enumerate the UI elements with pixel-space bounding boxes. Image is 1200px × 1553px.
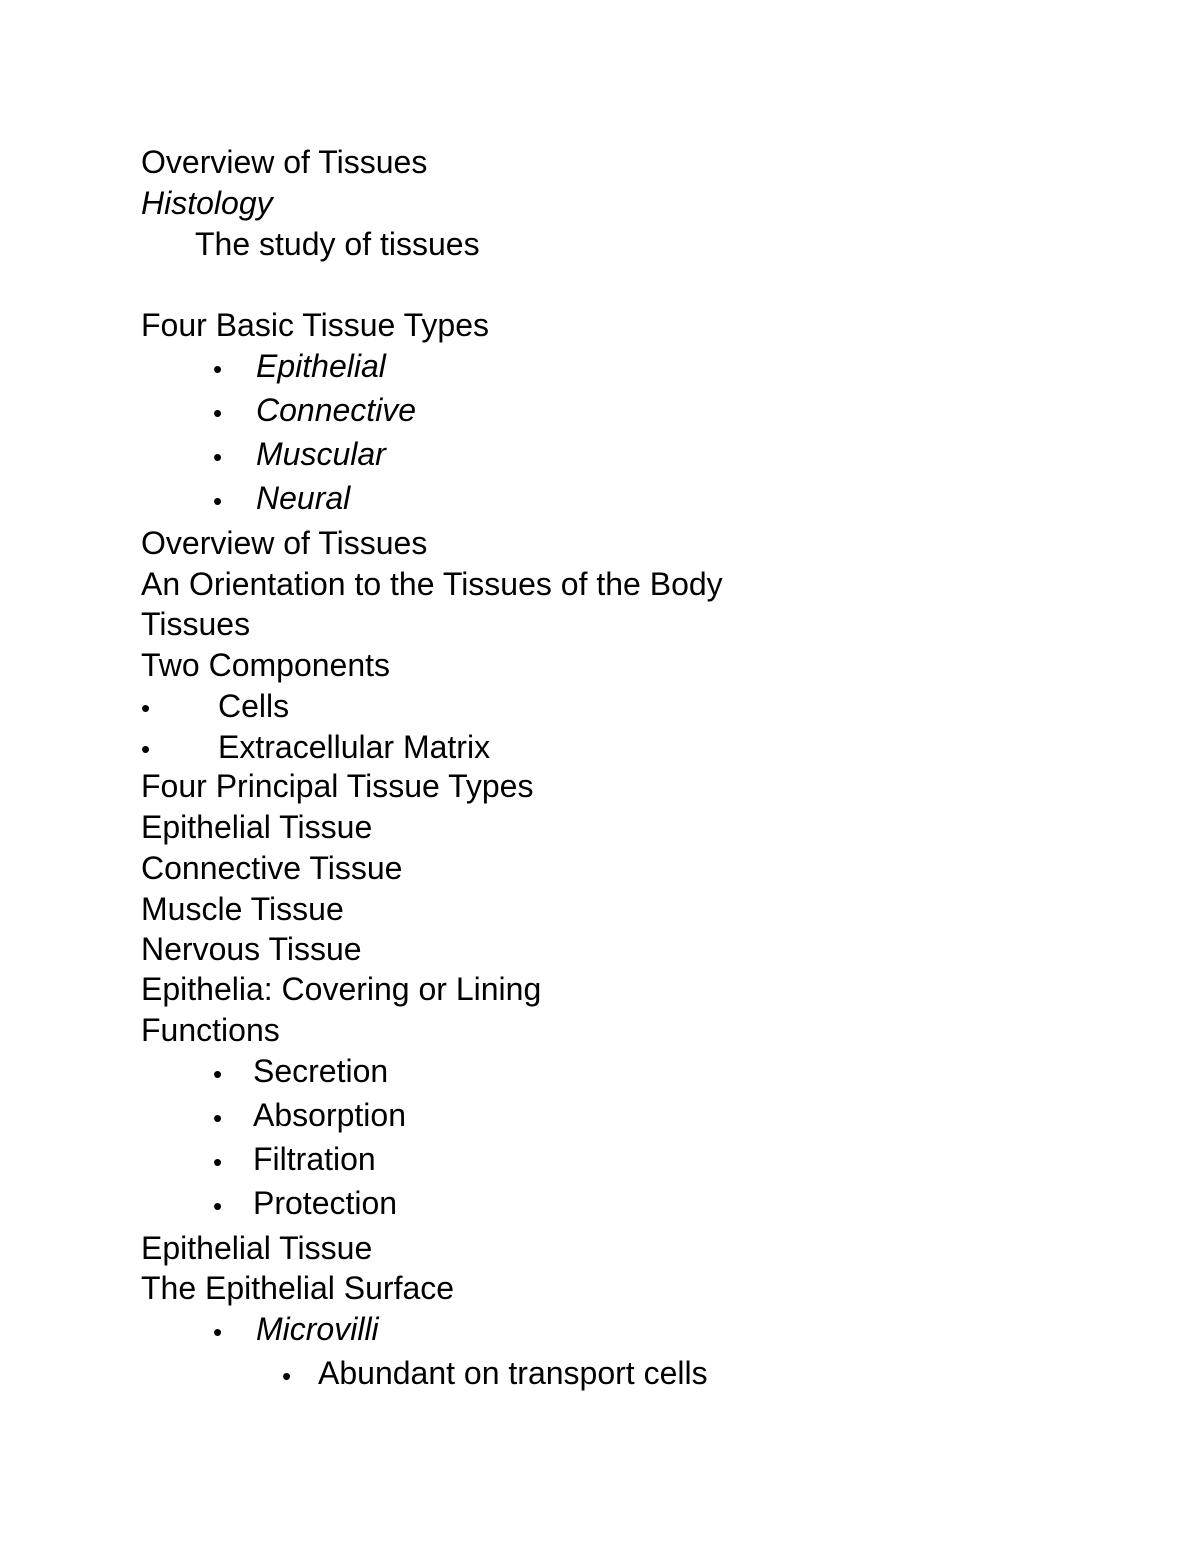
tissues-label: Tissues	[141, 606, 251, 642]
list-item: Extracellular Matrix	[218, 729, 491, 765]
list-item: Neural	[256, 480, 351, 516]
bullet-icon: •	[213, 398, 223, 428]
list-item: Cells	[218, 688, 290, 724]
basic-types-heading: Four Basic Tissue Types	[141, 307, 489, 343]
list-item: Connective	[256, 392, 417, 428]
term-definition: The study of tissues	[195, 226, 480, 262]
bullet-icon: •	[213, 1317, 223, 1347]
bullet-icon: •	[141, 734, 151, 764]
principal-type: Epithelial Tissue	[141, 809, 373, 845]
list-item: Abundant on transport cells	[318, 1355, 708, 1391]
bullet-icon: •	[213, 1059, 223, 1089]
epithelia-heading: Epithelia: Covering or Lining	[141, 971, 542, 1007]
list-item: Absorption	[253, 1097, 406, 1133]
section-title: Overview of Tissues	[141, 525, 428, 561]
section-title: Epithelial Tissue	[141, 1230, 373, 1266]
bullet-icon: •	[141, 693, 151, 723]
list-item: Secretion	[253, 1053, 389, 1089]
section-title: Overview of Tissues	[141, 144, 428, 180]
list-item: Microvilli	[256, 1311, 379, 1347]
list-item: Protection	[253, 1185, 398, 1221]
term-histology: Histology	[141, 185, 273, 221]
bullet-icon: •	[282, 1361, 292, 1391]
section-subtitle: An Orientation to the Tissues of the Body	[141, 566, 723, 602]
principal-types-heading: Four Principal Tissue Types	[141, 768, 534, 804]
list-item: Filtration	[253, 1141, 376, 1177]
bullet-icon: •	[213, 486, 223, 516]
principal-type: Connective Tissue	[141, 850, 403, 886]
bullet-icon: •	[213, 1191, 223, 1221]
components-heading: Two Components	[141, 647, 391, 683]
list-item: Muscular	[256, 436, 386, 472]
bullet-icon: •	[213, 1147, 223, 1177]
principal-type: Muscle Tissue	[141, 891, 344, 927]
principal-type: Nervous Tissue	[141, 931, 362, 967]
bullet-icon: •	[213, 1103, 223, 1133]
bullet-icon: •	[213, 354, 223, 384]
section-subtitle: The Epithelial Surface	[141, 1270, 455, 1306]
bullet-icon: •	[213, 442, 223, 472]
list-item: Epithelial	[256, 348, 386, 384]
functions-label: Functions	[141, 1012, 280, 1048]
